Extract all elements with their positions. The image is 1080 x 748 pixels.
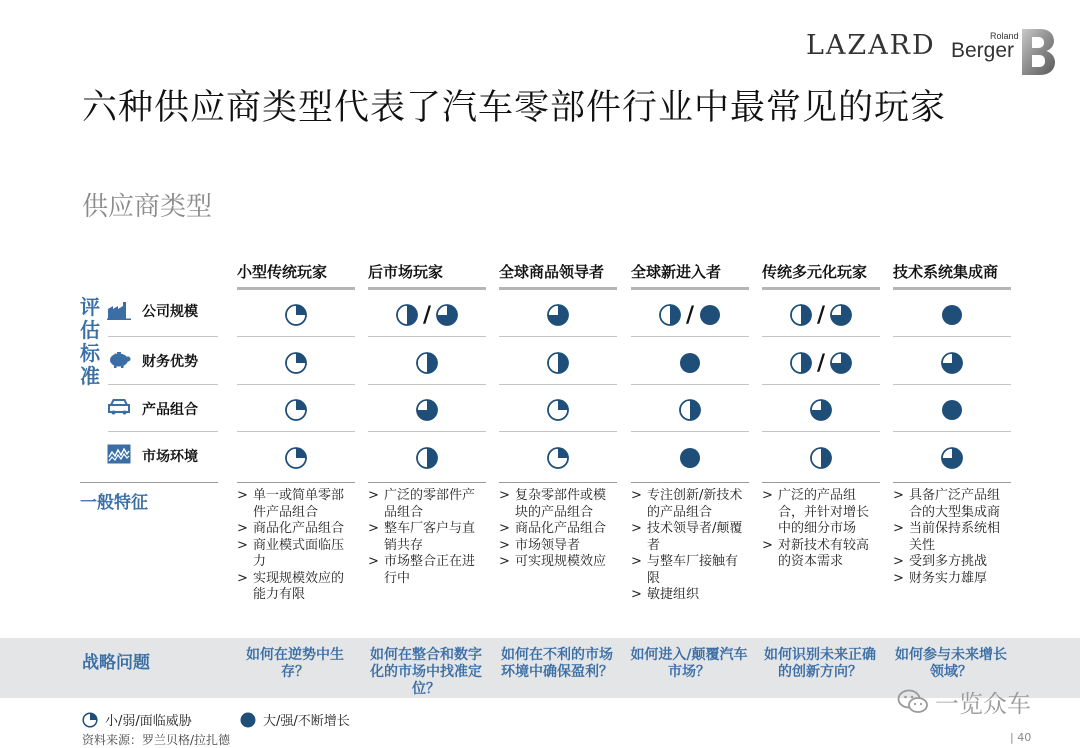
rating-cell — [368, 394, 486, 426]
harvey-ball-icon — [699, 304, 721, 326]
feature-item: > 市场领导者 — [499, 538, 617, 555]
rating-cell — [237, 394, 355, 426]
column-header: 全球商品领导者 — [499, 240, 617, 290]
factory-icon — [107, 300, 131, 320]
row-divider — [762, 431, 880, 432]
rating-cell — [762, 442, 880, 474]
eval-criteria-label: 评估标准 — [80, 295, 100, 388]
row-divider — [108, 384, 218, 385]
row-label-market-environment: 市场环境 — [142, 449, 198, 465]
feature-item: > 与整车厂接触有限 — [631, 554, 749, 587]
row-divider — [893, 431, 1011, 432]
rating-cell — [893, 299, 1011, 331]
legend-large-label: 大/强/不断增长 — [263, 714, 350, 729]
section-subtitle: 供应商类型 — [82, 192, 213, 222]
feature-item: > 技术领导者/颠覆者 — [631, 521, 749, 554]
harvey-ball-icon — [830, 352, 852, 374]
rating-cell — [499, 442, 617, 474]
strategy-question: 如何在整合和数字化的市场中找准定位？ — [370, 647, 482, 697]
watermark-text: 一览众车 — [935, 690, 1031, 718]
row-divider — [631, 431, 749, 432]
rating-cell — [631, 442, 749, 474]
rating-cell — [893, 442, 1011, 474]
rating-cell — [499, 347, 617, 379]
rating-cell — [368, 347, 486, 379]
roland-text: Roland — [990, 31, 1019, 41]
harvey-ball-icon — [941, 399, 963, 421]
quarter-pie-icon — [82, 712, 98, 728]
harvey-ball-icon — [790, 304, 812, 326]
feature-item: > 广泛的零部件产品组合 — [368, 488, 486, 521]
harvey-ball-icon — [790, 352, 812, 374]
feature-item: > 实现规模效应的能力有限 — [237, 571, 355, 604]
rating-cell — [237, 299, 355, 331]
row-divider — [108, 431, 218, 432]
section-divider — [762, 482, 880, 483]
row-divider — [368, 384, 486, 385]
harvey-ball-icon — [547, 352, 569, 374]
feature-list — [893, 488, 1011, 587]
section-divider — [893, 482, 1011, 483]
rating-cell — [893, 347, 1011, 379]
harvey-ball-icon — [941, 304, 963, 326]
legend-large — [240, 710, 350, 729]
slash-separator: / — [422, 302, 432, 328]
feature-item: > 商业模式面临压力 — [237, 538, 355, 571]
feature-item: > 敏捷组织 — [631, 587, 749, 604]
harvey-ball-icon — [285, 399, 307, 421]
rating-cell — [631, 394, 749, 426]
wechat-watermark — [897, 684, 1031, 719]
column-header: 小型传统玩家 — [237, 240, 355, 290]
column-header: 全球新进入者 — [631, 240, 749, 290]
feature-item: > 当前保持系统相关性 — [893, 521, 1011, 554]
column-header: 传统多元化玩家 — [762, 240, 880, 290]
rating-cell — [499, 394, 617, 426]
page-number-value: 40 — [1017, 731, 1032, 744]
full-pie-icon — [240, 712, 256, 728]
rating-cell — [893, 394, 1011, 426]
rating-cell — [762, 394, 880, 426]
piggy-bank-icon — [107, 349, 131, 369]
harvey-ball-icon — [436, 304, 458, 326]
legend-small-label: 小/弱/面临威胁 — [105, 714, 192, 729]
row-divider — [762, 336, 880, 337]
feature-item: > 广泛的产品组合，并针对增长中的细分市场 — [762, 488, 880, 538]
harvey-ball-icon — [547, 399, 569, 421]
harvey-ball-icon — [547, 304, 569, 326]
section-divider — [499, 482, 617, 483]
slash-separator: / — [816, 350, 826, 376]
rating-cell — [368, 299, 486, 331]
section-divider — [631, 482, 749, 483]
rating-cell — [762, 347, 880, 379]
column-header: 技术系统集成商 — [893, 240, 1011, 290]
feature-item: > 商品化产品组合 — [237, 521, 355, 538]
section-divider — [368, 482, 486, 483]
harvey-ball-icon — [396, 304, 418, 326]
harvey-ball-icon — [941, 447, 963, 469]
harvey-ball-icon — [810, 399, 832, 421]
harvey-ball-icon — [659, 304, 681, 326]
harvey-ball-icon — [679, 447, 701, 469]
row-divider — [237, 431, 355, 432]
row-divider — [631, 336, 749, 337]
feature-item: > 市场整合正在进行中 — [368, 554, 486, 587]
row-label-financial-strength: 财务优势 — [142, 354, 198, 370]
harvey-ball-icon — [810, 447, 832, 469]
wechat-icon — [897, 688, 929, 716]
chart-icon — [107, 444, 131, 464]
feature-item: > 商品化产品组合 — [499, 521, 617, 538]
row-divider — [368, 431, 486, 432]
column-header: 后市场玩家 — [368, 240, 486, 290]
page-number: | 40 — [1010, 731, 1032, 744]
berger-text: Berger — [951, 39, 1015, 62]
harvey-ball-icon — [416, 447, 438, 469]
row-divider — [499, 431, 617, 432]
b-mark-icon — [1020, 29, 1056, 75]
slash-separator: / — [816, 302, 826, 328]
feature-list — [368, 488, 486, 587]
feature-item: > 专注创新/新技术的产品组合 — [631, 488, 749, 521]
feature-list — [762, 488, 880, 571]
feature-item: > 单一或简单零部件产品组合 — [237, 488, 355, 521]
feature-item: > 财务实力雄厚 — [893, 571, 1011, 588]
legend-small — [82, 710, 192, 729]
feature-list — [631, 488, 749, 604]
feature-list — [499, 488, 617, 571]
harvey-ball-icon — [941, 352, 963, 374]
car-icon — [107, 397, 131, 417]
source-note: 资料来源：罗兰贝格/拉扎德 — [82, 733, 231, 747]
harvey-ball-icon — [285, 447, 307, 469]
strategy-question: 如何识别未来正确的创新方向？ — [764, 647, 876, 680]
harvey-ball-icon — [416, 352, 438, 374]
roland-berger-logo — [948, 29, 1058, 75]
feature-item: > 复杂零部件或模块的产品组合 — [499, 488, 617, 521]
general-characteristics-label: 一般特征 — [80, 493, 148, 513]
row-divider — [893, 336, 1011, 337]
feature-item: > 可实现规模效应 — [499, 554, 617, 571]
row-divider — [499, 336, 617, 337]
row-divider — [893, 384, 1011, 385]
page-title: 六种供应商类型代表了汽车零部件行业中最常见的玩家 — [82, 88, 947, 128]
rating-cell — [237, 442, 355, 474]
row-divider — [237, 384, 355, 385]
harvey-ball-icon — [547, 447, 569, 469]
rating-cell — [368, 442, 486, 474]
rating-cell — [631, 347, 749, 379]
row-divider — [237, 336, 355, 337]
row-divider — [499, 384, 617, 385]
harvey-ball-icon — [285, 352, 307, 374]
feature-item: > 对新技术有较高的资本需求 — [762, 538, 880, 571]
harvey-ball-icon — [830, 304, 852, 326]
rating-cell — [237, 347, 355, 379]
harvey-ball-icon — [285, 304, 307, 326]
section-divider — [80, 482, 218, 483]
strategy-question: 如何参与未来增长领域？ — [895, 647, 1007, 680]
row-divider — [368, 336, 486, 337]
row-divider — [108, 336, 218, 337]
harvey-ball-icon — [416, 399, 438, 421]
feature-item: > 具备广泛产品组合的大型集成商 — [893, 488, 1011, 521]
slash-separator: / — [685, 302, 695, 328]
section-divider — [237, 482, 355, 483]
strategy-question: 如何在不利的市场环境中确保盈利？ — [501, 647, 613, 680]
row-label-company-size: 公司规模 — [142, 304, 198, 320]
rating-cell — [631, 299, 749, 331]
rating-cell — [762, 299, 880, 331]
strategy-label: 战略问题 — [82, 653, 150, 673]
row-divider — [631, 384, 749, 385]
feature-item: > 整车厂客户与直销共存 — [368, 521, 486, 554]
feature-list — [237, 488, 355, 604]
strategy-question: 如何在逆势中生存？ — [246, 647, 344, 680]
row-divider — [762, 384, 880, 385]
row-label-product-portfolio: 产品组合 — [142, 402, 198, 418]
harvey-ball-icon — [679, 352, 701, 374]
strategy-question: 如何进入/颠覆汽车市场？ — [630, 647, 748, 680]
feature-item: > 受到多方挑战 — [893, 554, 1011, 571]
rating-cell — [499, 299, 617, 331]
lazard-logo: LAZARD — [806, 30, 936, 61]
harvey-ball-icon — [679, 399, 701, 421]
